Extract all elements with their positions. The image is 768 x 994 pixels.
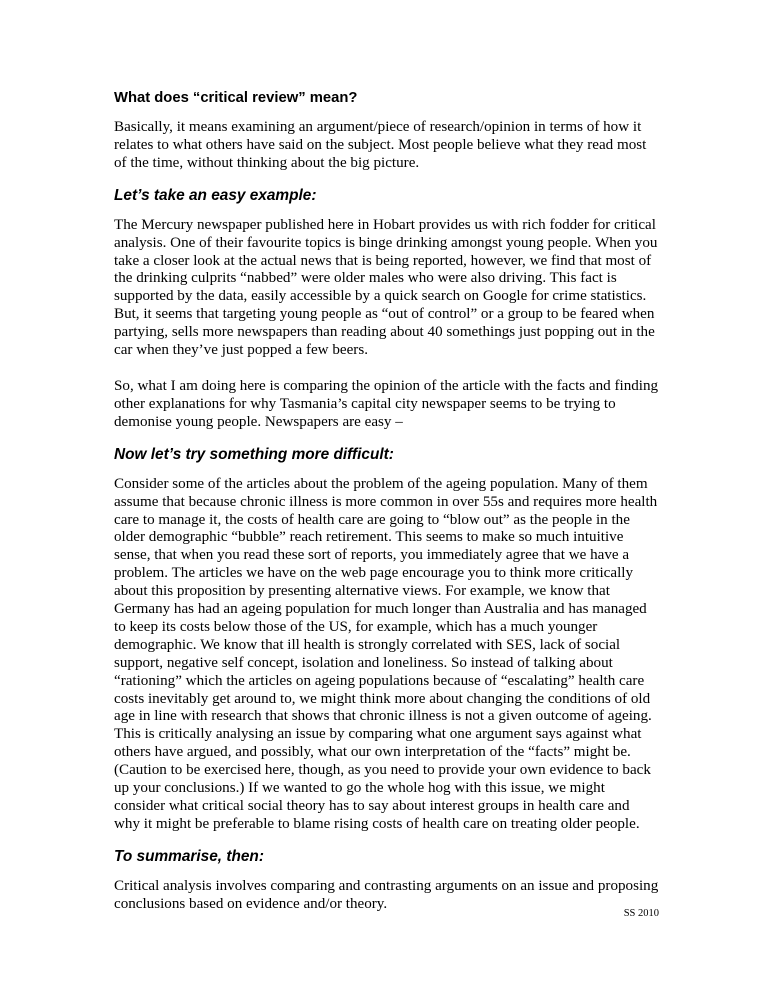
document-page	[114, 88, 659, 919]
paragraph-comparing: So, what I am doing here is comparing the opinion of the article with the facts and finding other explanations for why Tasmania’s capital city newspaper seems to be trying to demonise young people. Newspapers are easy –	[114, 377, 659, 430]
paragraph-summary: Critical analysis involves comparing and contrasting arguments on an issue and proposing conclusions based on evidence and/or theory.	[114, 877, 659, 912]
paragraph-ageing: Consider some of the articles about the problem of the ageing population. Many of them assume that because chronic illness is more common in over 55s and requires more health care to manage it, the costs of health care are going to “blow out” as the people in the older demographic “bubble” reach retirement. This seems to make so much intuitive sense, that when you read these sort of reports, you immediately agree that we have a problem. The articles we have on the web page encourage you to think more critically about this proposition by presenting alternative views. For example, we know that Germany has had an ageing population for much longer than Australia and has managed to keep its costs below those of the US, for example, which has a much younger demographic. We know that ill health is strongly correlated with SES, lack of social support, negative self concept, isolation and loneliness. So instead of talking about “rationing” which the articles on ageing populations because of “escalating” health care costs inevitably get around to, we might think more about changing the conditions of old age in line with research that shows that chronic illness is not a given outcome of ageing. This is critically analysing an issue by comparing what one argument says against what others have argued, and possibly, what our own interpretation of the “facts” might be. (Caution to be exercised here, though, as you need to provide your own evidence to back up your conclusions.) If we wanted to go the whole hog with this issue, we might consider what critical social theory has to say about interest groups in health care and why it might be preferable to blame rising costs of health care on treating older people.	[114, 475, 658, 832]
heading-more-difficult: Now let’s try something more difficult:	[114, 445, 394, 463]
paragraph-mercury: The Mercury newspaper published here in Hobart provides us with rich fodder for critical analysis. One of their favourite topics is binge drinking amongst young people. When you take a closer look at the actual news that is being reported, however, we find that most of the drinking culprits “nabbed” were older males who were also driving. This fact is supported by the data, easily accessible by a quick search on Google for crime statistics. But, it seems that targeting young people as “out of control” or a group to be feared when partying, sells more newspapers than reading about 40 somethings just popping out in the car when they’ve just popped a few beers.	[114, 216, 658, 359]
author-signature: SS 2010	[623, 908, 659, 919]
paragraph-intro: Basically, it means examining an argument/piece of research/opinion in terms of how it relates to what others have said on the subject. Most people believe what they read most of the time, without thinking about the big picture.	[114, 119, 647, 171]
heading-easy-example: Let’s take an easy example:	[114, 186, 317, 204]
heading-critical-review: What does “critical review” mean?	[114, 90, 358, 106]
heading-summarise: To summarise, then:	[114, 847, 264, 865]
